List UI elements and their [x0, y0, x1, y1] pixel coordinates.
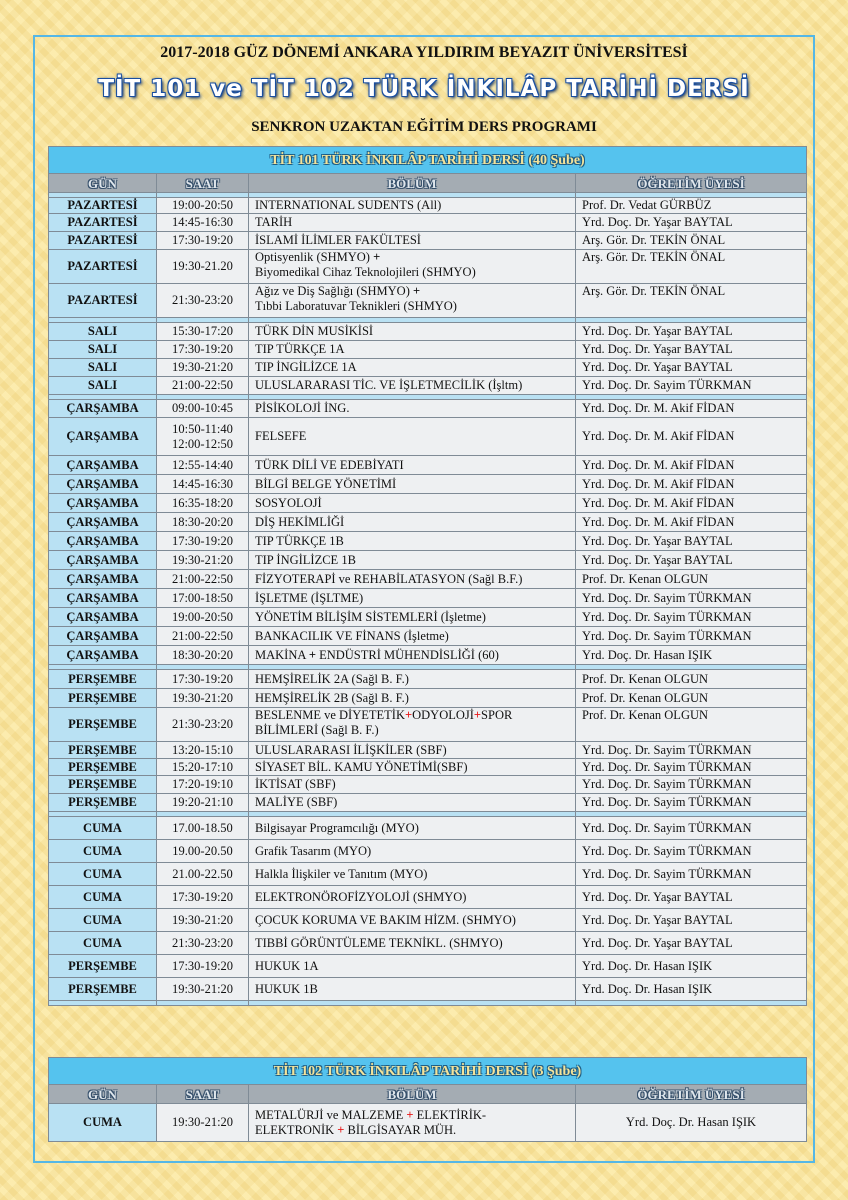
- department-name: SOSYOLOJİ: [255, 495, 322, 510]
- department-cell: [249, 759, 576, 776]
- separator-row: [49, 1001, 807, 1006]
- time-cell: [157, 198, 249, 214]
- department-name: INTERNATIONAL SUDENTS (All): [255, 198, 442, 212]
- day-cell: PERŞEMBE: [49, 689, 157, 708]
- schedule-row: [49, 232, 807, 250]
- department-name: Grafik Tasarım (MYO): [255, 843, 372, 858]
- schedule-row: [49, 456, 807, 475]
- day-cell: SALI: [49, 323, 157, 341]
- time-value: 17.00-18.50: [172, 820, 233, 835]
- teacher-cell: Prof. Dr. Kenan OLGUN: [576, 670, 807, 689]
- day-cell: PERŞEMBE: [49, 794, 157, 812]
- department-cell: [249, 589, 576, 608]
- day-cell: ÇARŞAMBA: [49, 627, 157, 646]
- teacher-cell: Yrd. Doç. Dr. Sayim TÜRKMAN: [576, 776, 807, 794]
- day-cell: ÇARŞAMBA: [49, 551, 157, 570]
- day-cell: PAZARTESİ: [49, 198, 157, 214]
- teacher-cell: Prof. Dr. Kenan OLGUN: [576, 570, 807, 589]
- time-cell: [157, 840, 249, 863]
- time-cell: [157, 214, 249, 232]
- teacher-cell: Yrd. Doç. Dr. Hasan IŞIK: [576, 646, 807, 665]
- teacher-cell: Yrd. Doç. Dr. Hasan IŞIK: [576, 978, 807, 1001]
- column-header-day: GÜN: [49, 174, 157, 193]
- department-cell: [249, 909, 576, 932]
- teacher-cell: Yrd. Doç. Dr. Yaşar BAYTAL: [576, 532, 807, 551]
- time-cell: [157, 418, 249, 456]
- time-value: 19:30-21:20: [171, 360, 234, 374]
- plus-sign: +: [406, 1107, 414, 1122]
- day-cell: ÇARŞAMBA: [49, 475, 157, 494]
- day-cell: ÇARŞAMBA: [49, 494, 157, 513]
- schedule-row: [49, 250, 807, 284]
- time-cell: [157, 341, 249, 359]
- time-value: 17:20-19:10: [171, 777, 234, 791]
- time-cell: [157, 513, 249, 532]
- department-cell: [249, 232, 576, 250]
- department-cell: [249, 776, 576, 794]
- department-name: TIBBİ GÖRÜNTÜLEME TEKNİKL. (SHMYO): [255, 935, 503, 950]
- department-name: HEMŞİRELİK 2A (Sağl B. F.): [255, 671, 409, 686]
- time-value-2: 12:00-12:50: [171, 436, 234, 451]
- time-cell: [157, 232, 249, 250]
- time-value: 19:20-21:10: [171, 795, 234, 809]
- department-cell: [249, 377, 576, 395]
- teacher-cell: Yrd. Doç. Dr. M. Akif FİDAN: [576, 513, 807, 532]
- teacher-cell: Yrd. Doç. Dr. Sayim TÜRKMAN: [576, 608, 807, 627]
- department-cell: [249, 817, 576, 840]
- day-cell: CUMA: [49, 909, 157, 932]
- department-cell: [249, 214, 576, 232]
- teacher-cell: Yrd. Doç. Dr. Yaşar BAYTAL: [576, 323, 807, 341]
- time-cell: [157, 323, 249, 341]
- plus-sign: +: [308, 647, 316, 662]
- schedule-row: [49, 494, 807, 513]
- time-cell: [157, 978, 249, 1001]
- time-value: 18:30-20:20: [171, 647, 234, 662]
- time-cell: [157, 627, 249, 646]
- department-cell: [249, 359, 576, 377]
- department-name: İŞLETME (İŞLTME): [255, 590, 364, 605]
- time-value: 17:30-19:20: [171, 958, 234, 973]
- time-cell: [157, 456, 249, 475]
- time-value: 21.00-22.50: [172, 866, 233, 881]
- teacher-cell: Yrd. Doç. Dr. Sayim TÜRKMAN: [576, 794, 807, 812]
- time-cell: [157, 359, 249, 377]
- teacher-cell: Prof. Dr. Kenan OLGUN: [576, 689, 807, 708]
- teacher-cell: Yrd. Doç. Dr. Sayim TÜRKMAN: [576, 589, 807, 608]
- department-name: ELEKTRONÖROFİZYOLOJİ (SHMYO): [255, 889, 467, 904]
- time-cell: [157, 794, 249, 812]
- time-cell: [157, 475, 249, 494]
- time-cell: [157, 817, 249, 840]
- department-name: Ağız ve Diş Sağlığı (SHMYO): [255, 284, 410, 298]
- department-cell: [249, 742, 576, 759]
- teacher-cell: Yrd. Doç. Dr. M. Akif FİDAN: [576, 400, 807, 418]
- schedule-row: [49, 341, 807, 359]
- column-header-day: GÜN: [49, 1085, 157, 1104]
- teacher-cell: Yrd. Doç. Dr. Yaşar BAYTAL: [576, 886, 807, 909]
- teacher-cell: Yrd. Doç. Dr. Yaşar BAYTAL: [576, 359, 807, 377]
- teacher-cell: Yrd. Doç. Dr. Sayim TÜRKMAN: [576, 742, 807, 759]
- day-cell: PERŞEMBE: [49, 955, 157, 978]
- plus-sign: +: [473, 708, 482, 722]
- day-cell: CUMA: [49, 1104, 157, 1142]
- department-cell: [249, 689, 576, 708]
- department-name: MALİYE (SBF): [255, 795, 338, 809]
- teacher-cell: Arş. Gör. Dr. TEKİN ÖNAL: [576, 232, 807, 250]
- teacher-cell: Arş. Gör. Dr. TEKİN ÖNAL: [576, 250, 807, 284]
- teacher-cell: Arş. Gör. Dr. TEKİN ÖNAL: [576, 284, 807, 318]
- time-cell: [157, 570, 249, 589]
- time-value: 19:30-21:20: [171, 912, 234, 927]
- time-value: 16:35-18:20: [171, 495, 234, 510]
- department-name: TIP İNGİLİZCE 1B: [255, 552, 356, 567]
- day-cell: PERŞEMBE: [49, 708, 157, 742]
- department-name-mid: ODYOLOJİ: [412, 708, 474, 722]
- schedule-row: [49, 513, 807, 532]
- department-cell: [249, 456, 576, 475]
- department-cell: [249, 341, 576, 359]
- day-cell: PERŞEMBE: [49, 670, 157, 689]
- time-value: 18:30-20:20: [171, 514, 234, 529]
- department-name: TIP TÜRKÇE 1A: [255, 342, 345, 356]
- department-cell: [249, 978, 576, 1001]
- day-cell: CUMA: [49, 932, 157, 955]
- time-value: 19:00-20:50: [171, 609, 234, 624]
- teacher-cell: Yrd. Doç. Dr. M. Akif FİDAN: [576, 456, 807, 475]
- time-cell: [157, 776, 249, 794]
- time-cell: [157, 494, 249, 513]
- department-cell: [249, 198, 576, 214]
- department-name: FELSEFE: [255, 429, 307, 443]
- department-name: TÜRK DİLİ VE EDEBİYATI: [255, 457, 404, 472]
- department-name: Optisyenlik (SHMYO): [255, 250, 370, 264]
- department-name: MAKİNA: [255, 647, 306, 662]
- time-cell: [157, 708, 249, 742]
- schedule-row: [49, 475, 807, 494]
- day-cell: SALI: [49, 359, 157, 377]
- schedule-row: [49, 776, 807, 794]
- department-name: TARİH: [255, 215, 293, 229]
- time-cell: [157, 551, 249, 570]
- schedule-row: [49, 418, 807, 456]
- day-cell: ÇARŞAMBA: [49, 608, 157, 627]
- time-value: 15:30-17:20: [171, 324, 234, 338]
- department-cell: [249, 608, 576, 627]
- teacher-cell: Yrd. Doç. Dr. M. Akif FİDAN: [576, 494, 807, 513]
- teacher-cell: Yrd. Doç. Dr. Yaşar BAYTAL: [576, 551, 807, 570]
- department-name-line2: BİLİMLERİ (Sağl B. F.): [255, 723, 379, 737]
- department-cell: [249, 494, 576, 513]
- time-value: 17:30-19:20: [171, 889, 234, 904]
- time-value: 21:00-22:50: [171, 628, 234, 643]
- teacher-cell: Yrd. Doç. Dr. Sayim TÜRKMAN: [576, 817, 807, 840]
- schedule-row: [49, 863, 807, 886]
- department-cell: [249, 627, 576, 646]
- time-value: 10:50-11:40: [172, 421, 233, 436]
- schedule-row: [49, 955, 807, 978]
- schedule-table-tit102: [48, 1057, 807, 1142]
- schedule-row: [49, 817, 807, 840]
- department-name: İSLAMİ İLİMLER FAKÜLTESİ: [255, 233, 421, 247]
- department-cell: [249, 513, 576, 532]
- schedule-row: [49, 978, 807, 1001]
- day-cell: PERŞEMBE: [49, 759, 157, 776]
- schedule-row: [49, 377, 807, 395]
- time-cell: [157, 400, 249, 418]
- time-cell: [157, 689, 249, 708]
- day-cell: ÇARŞAMBA: [49, 646, 157, 665]
- department-cell: [249, 708, 576, 742]
- section1-banner: TİT 101 TÜRK İNKILÂP TARİHİ DERSİ (40 Şube): [49, 147, 807, 174]
- department-cell: [249, 570, 576, 589]
- teacher-cell: Yrd. Doç. Dr. Sayim TÜRKMAN: [576, 863, 807, 886]
- schedule-row: [49, 323, 807, 341]
- schedule-row: [49, 670, 807, 689]
- time-value: 17:30-19:20: [171, 671, 234, 686]
- day-cell: PAZARTESİ: [49, 284, 157, 318]
- day-cell: ÇARŞAMBA: [49, 532, 157, 551]
- teacher-cell: Yrd. Doç. Dr. Yaşar BAYTAL: [576, 341, 807, 359]
- time-cell: [157, 909, 249, 932]
- plus-sign: +: [412, 284, 421, 298]
- schedule-row: [49, 840, 807, 863]
- department-name-end: SPOR: [481, 708, 513, 722]
- time-cell: [157, 932, 249, 955]
- day-cell: PAZARTESİ: [49, 214, 157, 232]
- schedule-table-tit101: [48, 146, 807, 1006]
- schedule-row: [49, 359, 807, 377]
- department-name-2: ELEKTİRİK-: [416, 1107, 487, 1122]
- time-value: 21:30-23:20: [171, 935, 234, 950]
- day-cell: ÇARŞAMBA: [49, 456, 157, 475]
- department-name: İKTİSAT (SBF): [255, 777, 336, 791]
- department-name: DİŞ HEKİMLİĞİ: [255, 514, 345, 529]
- schedule-row: [49, 214, 807, 232]
- time-value: 21:00-22:50: [171, 378, 234, 392]
- department-name: ULUSLARARASI TİC. VE İŞLETMECİLİK (İşltm): [255, 378, 523, 392]
- department-cell: [249, 840, 576, 863]
- department-name: HUKUK 1B: [255, 981, 318, 996]
- department-cell: [249, 323, 576, 341]
- department-cell: [249, 551, 576, 570]
- time-value: 21:00-22:50: [171, 571, 234, 586]
- column-header-teacher: ÖĞRETİM ÜYESİ: [576, 1085, 807, 1104]
- schedule-row: [49, 708, 807, 742]
- schedule-row: [49, 532, 807, 551]
- time-value: 09:00-10:45: [171, 401, 234, 415]
- schedule-row: [49, 284, 807, 318]
- teacher-cell: Yrd. Doç. Dr. Sayim TÜRKMAN: [576, 840, 807, 863]
- department-name: PİSİKOLOJİ İNG.: [255, 401, 350, 415]
- column-header-time: SAAT: [157, 174, 249, 193]
- time-cell: [157, 284, 249, 318]
- schedule-row: [49, 627, 807, 646]
- department-name: FİZYOTERAPİ ve REHABİLATASYON (Sağl B.F.): [255, 571, 523, 586]
- time-value: 14:45-16:30: [171, 215, 234, 229]
- schedule-row: [49, 1104, 807, 1142]
- day-cell: SALI: [49, 341, 157, 359]
- column-header-department: BÖLÜM: [249, 174, 576, 193]
- time-value: 17:30-19:20: [171, 233, 234, 247]
- time-value: 21:30-23:20: [171, 293, 234, 307]
- teacher-cell: Yrd. Doç. Dr. Yaşar BAYTAL: [576, 214, 807, 232]
- schedule-row: [49, 608, 807, 627]
- time-value: 19:00-20:50: [171, 198, 234, 212]
- department-cell: [249, 646, 576, 665]
- day-cell: PERŞEMBE: [49, 776, 157, 794]
- schedule-row: [49, 689, 807, 708]
- department-name: Bilgisayar Programcılığı (MYO): [255, 820, 419, 835]
- department-name-line2: Tıbbi Laboratuvar Teknikleri (SHMYO): [255, 299, 457, 313]
- department-name: YÖNETİM BİLİŞİM SİSTEMLERİ (İşletme): [255, 609, 486, 624]
- time-cell: [157, 759, 249, 776]
- department-cell: [249, 955, 576, 978]
- department-name: BİLGİ BELGE YÖNETİMİ: [255, 476, 397, 491]
- department-name: HUKUK 1A: [255, 958, 319, 973]
- day-cell: PERŞEMBE: [49, 978, 157, 1001]
- department-cell: [249, 250, 576, 284]
- day-cell: ÇARŞAMBA: [49, 400, 157, 418]
- time-value: 19:30-21:20: [171, 981, 234, 996]
- time-cell: 19:30-21:20: [157, 1104, 249, 1142]
- time-value: 19:30-21:20: [171, 552, 234, 567]
- teacher-cell: Prof. Dr. Kenan OLGUN: [576, 708, 807, 742]
- day-cell: CUMA: [49, 840, 157, 863]
- department-name: SİYASET BİL. KAMU YÖNETİMİ(SBF): [255, 759, 468, 774]
- department-name: BANKACILIK VE FİNANS (İşletme): [255, 628, 449, 643]
- time-value: 21:30-23:20: [171, 717, 234, 731]
- schedule-row: [49, 646, 807, 665]
- department-cell: [249, 532, 576, 551]
- department-name-2: ENDÜSTRİ MÜHENDİSLİĞİ (60): [319, 647, 499, 662]
- time-value: 19:30-21.20: [172, 259, 233, 273]
- day-cell: CUMA: [49, 863, 157, 886]
- column-header-teacher: ÖĞRETİM ÜYESİ: [576, 174, 807, 193]
- department-name-3: ELEKTRONİK: [255, 1122, 335, 1137]
- schedule-row: [49, 742, 807, 759]
- teacher-cell: Prof. Dr. Vedat GÜRBÜZ: [576, 198, 807, 214]
- teacher-cell: Yrd. Doç. Dr. M. Akif FİDAN: [576, 475, 807, 494]
- schedule-row: [49, 400, 807, 418]
- plus-sign: +: [337, 1122, 345, 1137]
- time-cell: [157, 532, 249, 551]
- department-cell: [249, 670, 576, 689]
- time-value: 14:45-16:30: [171, 476, 234, 491]
- plus-sign: +: [404, 708, 413, 722]
- department-name-line2: Biyomedikal Cihaz Teknolojileri (SHMYO): [255, 265, 476, 279]
- day-cell: ÇARŞAMBA: [49, 513, 157, 532]
- time-value: 15:20-17:10: [171, 759, 234, 774]
- teacher-cell: Yrd. Doç. Dr. Sayim TÜRKMAN: [576, 627, 807, 646]
- time-cell: [157, 608, 249, 627]
- teacher-cell: Yrd. Doç. Dr. Yaşar BAYTAL: [576, 932, 807, 955]
- day-cell: ÇARŞAMBA: [49, 418, 157, 456]
- time-cell: [157, 955, 249, 978]
- time-value: 17:30-19:20: [171, 533, 234, 548]
- teacher-cell: Yrd. Doç. Dr. M. Akif FİDAN: [576, 418, 807, 456]
- schedule-row: [49, 886, 807, 909]
- department-cell: [249, 886, 576, 909]
- schedule-row: [49, 551, 807, 570]
- department-cell: [249, 284, 576, 318]
- department-name: ULUSLARARASI İLİŞKİLER (SBF): [255, 742, 447, 757]
- column-header-time: SAAT: [157, 1085, 249, 1104]
- day-cell: ÇARŞAMBA: [49, 589, 157, 608]
- schedule-row: [49, 570, 807, 589]
- teacher-cell: Yrd. Doç. Dr. Yaşar BAYTAL: [576, 909, 807, 932]
- department-cell: [249, 475, 576, 494]
- schedule-row: [49, 794, 807, 812]
- plus-sign: +: [373, 250, 381, 264]
- time-value: 19:30-21:20: [171, 690, 234, 705]
- program-title: SENKRON UZAKTAN EĞİTİM DERS PROGRAMI: [251, 119, 597, 135]
- time-cell: [157, 250, 249, 284]
- department-cell: [249, 1104, 576, 1142]
- department-name: TIP İNGİLİZCE 1A: [255, 360, 357, 374]
- schedule-row: [49, 909, 807, 932]
- day-cell: PERŞEMBE: [49, 742, 157, 759]
- department-name: METALÜRJİ ve MALZEME: [255, 1107, 404, 1122]
- schedule-row: [49, 932, 807, 955]
- department-cell: [249, 794, 576, 812]
- department-name-4: BİLGİSAYAR MÜH.: [347, 1122, 457, 1137]
- teacher-cell: Yrd. Doç. Dr. Hasan IŞIK: [576, 1104, 807, 1142]
- time-cell: [157, 863, 249, 886]
- day-cell: SALI: [49, 377, 157, 395]
- time-value: 19.00-20.50: [172, 843, 233, 858]
- department-name: BESLENME ve DİYETETİK: [255, 708, 405, 722]
- department-cell: [249, 418, 576, 456]
- time-cell: [157, 646, 249, 665]
- time-value: 13:20-15:10: [171, 742, 234, 757]
- department-name: Halkla İlişkiler ve Tanıtım (MYO): [255, 866, 428, 881]
- department-name: HEMŞİRELİK 2B (Sağl B. F.): [255, 690, 409, 705]
- time-cell: [157, 377, 249, 395]
- course-title: TİT 101 ve TİT 102 TÜRK İNKILÂP TARİHİ DERSİ: [98, 76, 750, 102]
- schedule-row: [49, 589, 807, 608]
- time-cell: [157, 589, 249, 608]
- time-value: 17:30-19:20: [171, 342, 234, 356]
- teacher-cell: Yrd. Doç. Dr. Sayim TÜRKMAN: [576, 377, 807, 395]
- day-cell: ÇARŞAMBA: [49, 570, 157, 589]
- day-cell: PAZARTESİ: [49, 250, 157, 284]
- department-name: TÜRK DİN MUSİKİSİ: [255, 324, 374, 338]
- department-name: TIP TÜRKÇE 1B: [255, 533, 344, 548]
- day-cell: PAZARTESİ: [49, 232, 157, 250]
- schedule-row: [49, 759, 807, 776]
- teacher-cell: Yrd. Doç. Dr. Sayim TÜRKMAN: [576, 759, 807, 776]
- department-cell: [249, 863, 576, 886]
- section2-banner: TİT 102 TÜRK İNKILÂP TARİHİ DERSİ (3 Şube): [49, 1058, 807, 1085]
- time-cell: [157, 886, 249, 909]
- teacher-cell: Yrd. Doç. Dr. Hasan IŞIK: [576, 955, 807, 978]
- time-cell: [157, 670, 249, 689]
- time-value: 17:00-18:50: [171, 590, 234, 605]
- day-cell: CUMA: [49, 817, 157, 840]
- department-cell: [249, 400, 576, 418]
- time-value: 12:55-14:40: [171, 457, 234, 472]
- schedule-row: [49, 198, 807, 214]
- column-header-department: BÖLÜM: [249, 1085, 576, 1104]
- time-cell: [157, 742, 249, 759]
- department-name: ÇOCUK KORUMA VE BAKIM HİZM. (SHMYO): [255, 912, 516, 927]
- university-title: 2017-2018 GÜZ DÖNEMİ ANKARA YILDIRIM BEYAZIT ÜNİVERSİTESİ: [160, 44, 688, 61]
- day-cell: CUMA: [49, 886, 157, 909]
- department-cell: [249, 932, 576, 955]
